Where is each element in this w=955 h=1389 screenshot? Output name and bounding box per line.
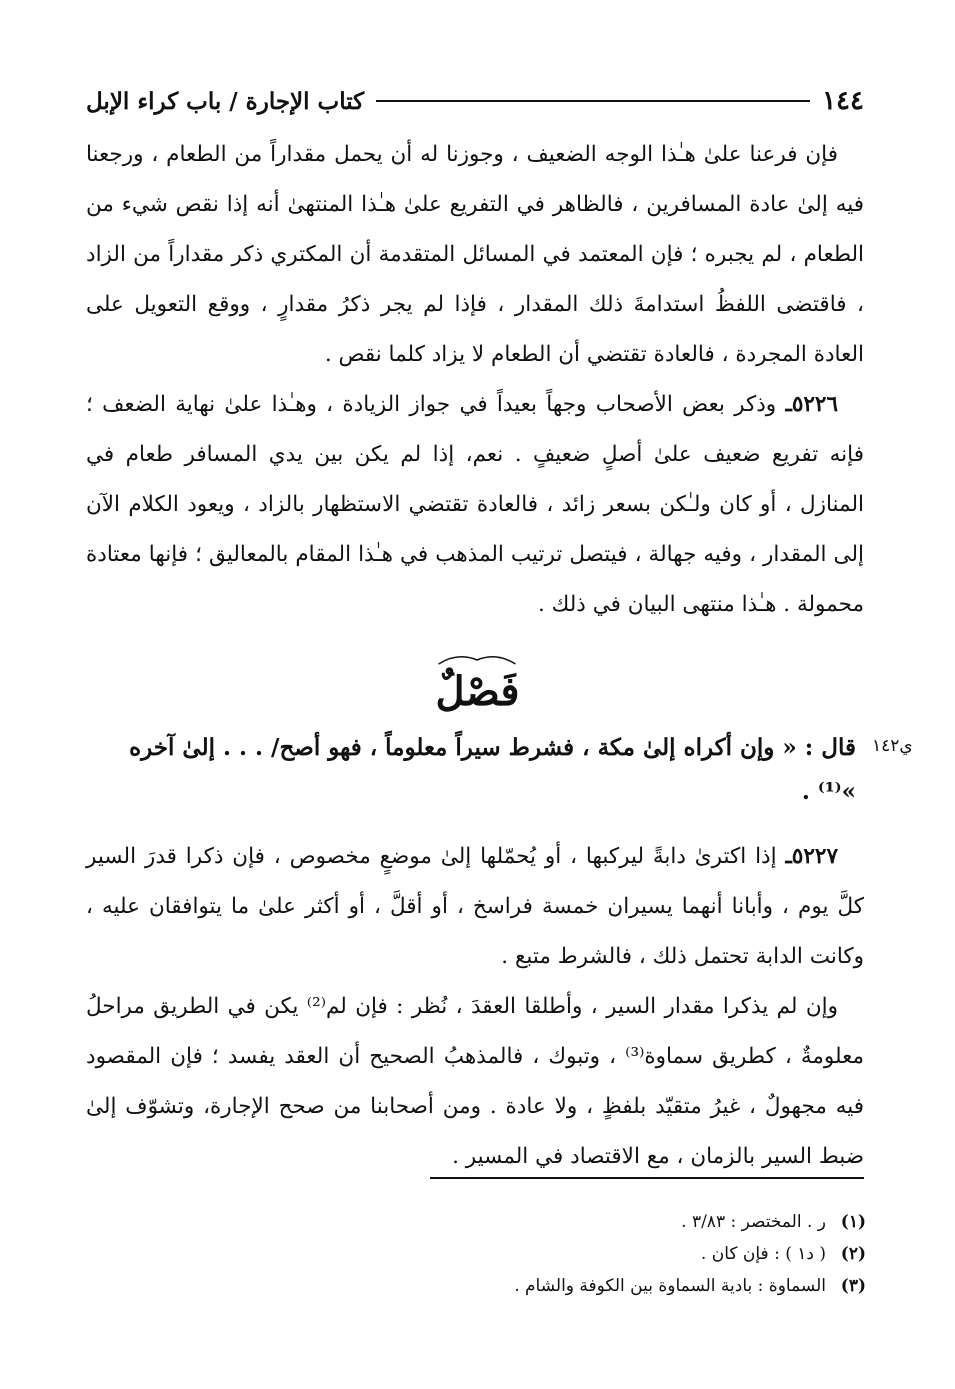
footnote-separator (430, 1177, 864, 1179)
footnote-item (200, 1238, 866, 1270)
footnote-number: (٢) (840, 1244, 866, 1264)
quoted-text-qala: قال : « وإن أكراه إلىٰ مكة ، فشرط سيراً معلوماً ، فهو أصح/ . . . إلىٰ آخره »⁽¹⁾ . (129, 734, 856, 805)
paragraph-block-1 (86, 130, 864, 380)
paragraph (86, 380, 864, 630)
footnote-text: ( د١ ) : فإن كان . (700, 1244, 826, 1264)
footnote-item (200, 1206, 866, 1238)
ornament-icon (429, 650, 525, 668)
paragraph-number: ٥٢٢٧ـ (785, 844, 838, 869)
page-header (86, 82, 864, 120)
paragraph-block-5227 (86, 832, 864, 982)
paragraph-text: إذا اكترىٰ دابةً ليركبها ، أو يُحمّلها إلىٰ موضعٍ مخصوص ، فإن ذكرا قدرَ السير كلَّ يوم ، وأبانا أنهما يسيران خمسة فراسخ ، أو أقلَّ ، أو أكثر علىٰ ما يتوافقان عليه ، وكانت الدابة تحتمل ذلك ، فالشرط متبع . (86, 844, 864, 969)
page-number: ١٤٤ (822, 86, 864, 116)
paragraph-text: وإن لم يذكرا مقدار السير ، وأطلقا العقدَ ، نُظر : فإن لم⁽²⁾ يكن في الطريق مراحلُ معلومةٌ ، كطريق سماوة⁽³⁾ ، وتبوك ، فالمذهبُ الصحيح أن العقد يفسد ؛ فإن المقصود فيه مجهولٌ ، غيرُ متقيّد بلفظٍ ، ولا عادة . ومن أصحابنا من صحح الإجارة، وتشوّف إلىٰ ضبط السير بالزمان ، مع الاقتصاد في المسير . (86, 994, 864, 1169)
footnote-number: (١) (840, 1212, 866, 1232)
section-heading-text: فَصْلٌ (435, 668, 520, 715)
section-heading (0, 656, 955, 724)
section-heading-ornament (429, 656, 525, 724)
header-rule (376, 100, 810, 102)
footnote-text: السماوة : بادية السماوة بين الكوفة والشام . (514, 1276, 826, 1296)
paragraph-text: فإن فرعنا علىٰ هـٰذا الوجه الضعيف ، وجوزنا له أن يحمل مقداراً من الطعام ، ورجعنا فيه إلىٰ عادة المسافرين ، فالظاهر في التفريع علىٰ هـٰذا المنتهىٰ أنه إذا نقص شيء من الطعام ، لم يجبره ؛ فإن المعتمد في المسائل المتقدمة أن المكتري ذكر مقداراً من الزاد ، فاقتضى اللفظُ استدامةَ ذلك المقدار ، فإذا لم يجر ذكرُ مقدارٍ ، ووقع التعويل على العادة المجردة ، فالعادة تقتضي أن الطعام لا يزاد كلما نقص . (86, 142, 864, 367)
paragraph-block-5226 (86, 380, 864, 630)
footnote-number: (٣) (840, 1276, 866, 1296)
running-title: كتاب الإجارة / باب كراء الإبل (86, 87, 365, 115)
paragraph-text: وذكر بعض الأصحاب وجهاً بعيداً في جواز الزيادة ، وهـٰذا علىٰ نهاية الضعف ؛ فإنه تفريع ضعيف علىٰ أصلٍ ضعيفٍ . نعم، إذا لم يكن بين يدي المسافر طعام في المنازل ، أو كان ولـٰكن بسعر زائد ، فالعادة تقتضي الاستظهار بالزاد ، ويعود الكلام الآن إلى المقدار ، وفيه جهالة ، فيتصل ترتيب المذهب في هـٰذا المقام بالمعاليق ؛ فإنها معتادة محمولة . هـٰذا منتهى البيان في ذلك . (86, 392, 864, 617)
paragraph (86, 832, 864, 982)
paragraph-block-4 (86, 982, 864, 1182)
paragraph-number: ٥٢٢٦ـ (785, 392, 839, 417)
footnote-item (200, 1270, 866, 1302)
margin-manuscript-ref: ي١٤٢ (872, 736, 913, 756)
footnote-text: ر . المختصر : ٣/٨٣ . (681, 1212, 826, 1232)
footnotes (200, 1206, 866, 1302)
